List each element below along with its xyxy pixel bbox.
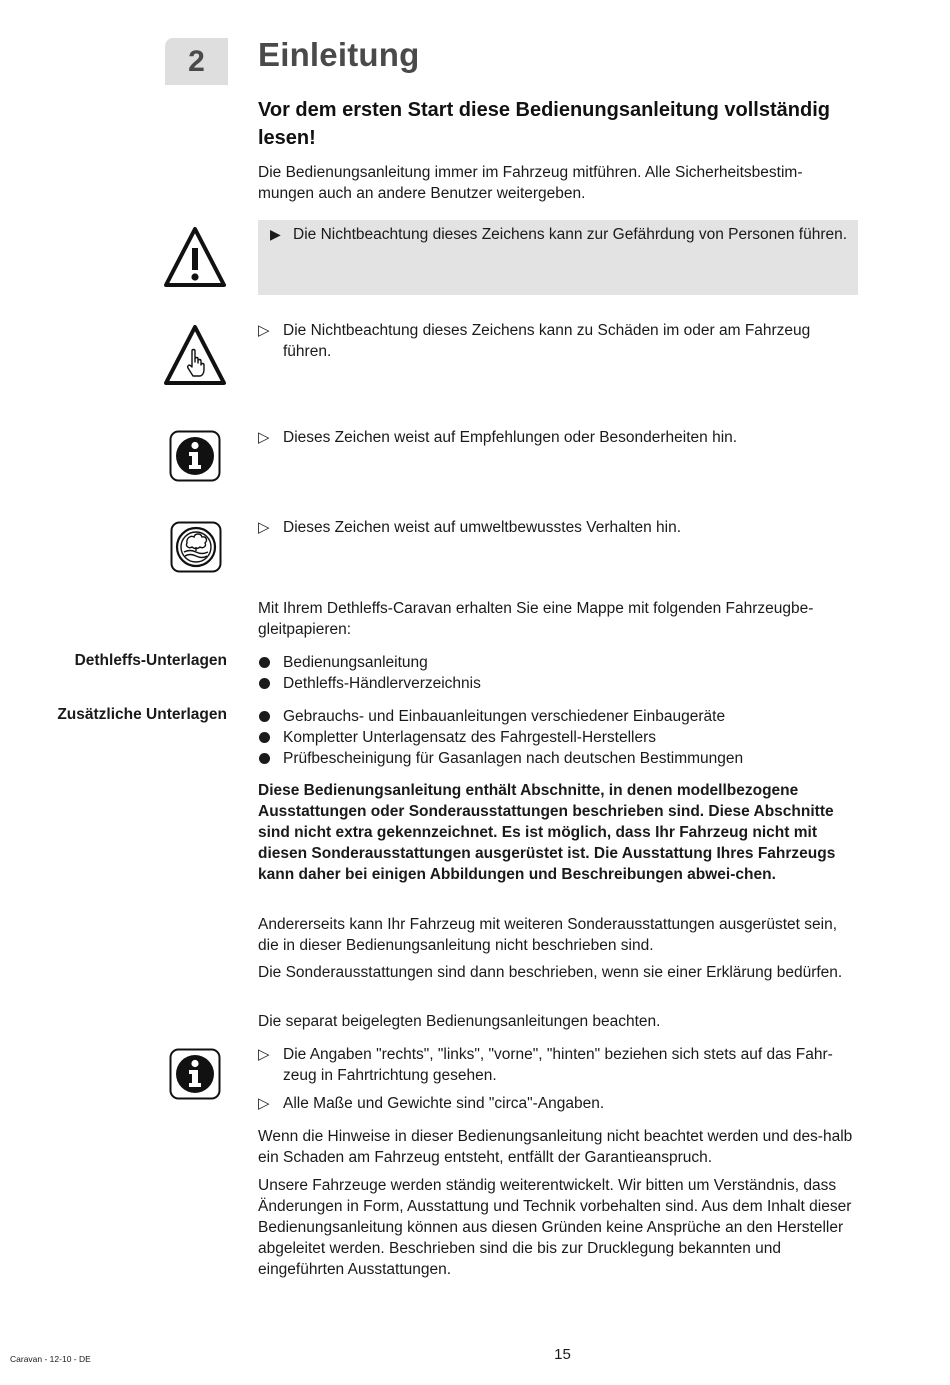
filled-arrow-icon: ▶ [270, 226, 281, 242]
list-item: Bedienungsanleitung [258, 652, 858, 673]
bullet-icon [259, 711, 270, 722]
paragraph-separate-manuals: Die separat beigelegten Bedienungsanleitungen beachten. [258, 1013, 661, 1030]
damage-warning-text: Die Nichtbeachtung dieses Zeichens kann zu Schäden im oder am Fahrzeug führen. [283, 322, 811, 360]
paragraph-special-equipment: Die Sonderausstattungen sind dann beschrieben, wenn sie einer Erklärung bedürfen. [258, 964, 843, 981]
info-icon [169, 1048, 221, 1100]
warning-hand-icon [164, 324, 226, 386]
chapter-title: Einleitung [258, 36, 420, 73]
intro-paragraph: Die Bedienungsanleitung immer im Fahrzeug mitführen. Alle Sicherheitsbestim-mungen auch an andere Benutzer weitergeben. [258, 164, 803, 202]
outline-arrow-icon: ▷ [258, 429, 270, 446]
warning-exclamation-icon [164, 226, 226, 288]
section-subtitle: Vor dem ersten Start diese Bedienungsanleitung vollständig lesen! [258, 99, 830, 149]
bullet-icon [259, 753, 270, 764]
outline-arrow-icon: ▷ [258, 519, 270, 536]
page-number [0, 1346, 950, 1363]
outline-arrow-icon: ▷ [258, 1046, 270, 1063]
list-item: Kompletter Unterlagensatz des Fahrgestell-Herstellers [258, 727, 858, 748]
danger-warning-text: Die Nichtbeachtung dieses Zeichens kann zur Gefährdung von Personen führen. [293, 226, 848, 243]
dimensions-hint-text: Alle Maße und Gewichte sind "circa"-Angaben. [283, 1095, 605, 1112]
recommendation-text: Dieses Zeichen weist auf Empfehlungen oder Besonderheiten hin. [283, 429, 738, 446]
list-item: Dethleffs-Händlerverzeichnis [258, 673, 858, 694]
outline-arrow-icon: ▷ [258, 1095, 270, 1112]
info-icon [169, 430, 221, 482]
chapter-number-text: 2 [188, 44, 205, 78]
footer-doc-code: Caravan - 12-10 - DE [10, 1354, 91, 1364]
dimensions-hint-item [258, 1093, 858, 1114]
page-number-text: 15 [554, 1346, 571, 1363]
additional-docs-label: Zusätzliche Unterlagen [57, 706, 227, 723]
bullet-icon [259, 732, 270, 743]
recommendation-item [258, 427, 858, 448]
paragraph-development: Unsere Fahrzeuge werden ständig weiterentwickelt. Wir bitten um Verständnis, dass Änderungen in Form, Ausstattung und Technik vorbehalten sind. Aus dem Inhalt dieser Bedienungsanleitung können aus diesen Gründen keine Ansprüche an den Hersteller abgeleitet werden. Beschrieben sind die bis zur Drucklegung bekannten und eingeführten Ausstattungen. [258, 1177, 852, 1278]
environment-icon [170, 521, 222, 573]
danger-warning-box [258, 220, 858, 295]
direction-hint-text: Die Angaben "rechts", "links", "vorne", "hinten" beziehen sich stets auf das Fahr-zeug in Fahrtrichtung gesehen. [283, 1046, 833, 1084]
outline-arrow-icon: ▷ [258, 322, 270, 339]
chapter-number [165, 38, 228, 85]
danger-warning-item [270, 224, 848, 245]
paragraph-warranty: Wenn die Hinweise in dieser Bedienungsanleitung nicht beachtet werden und des-halb ein Schaden am Fahrzeug entsteht, entfällt der Garantieanspruch. [258, 1128, 853, 1166]
direction-hint-item [258, 1044, 858, 1086]
bullet-icon [259, 657, 270, 668]
documents-intro: Mit Ihrem Dethleffs-Caravan erhalten Sie eine Mappe mit folgenden Fahrzeugbe-gleitpapieren: [258, 600, 814, 638]
environment-item [258, 517, 858, 538]
list-item: Prüfbescheinigung für Gasanlagen nach deutschen Bestimmungen [258, 748, 858, 769]
paragraph-other-equipment: Andererseits kann Ihr Fahrzeug mit weiteren Sonderausstattungen ausgerüstet sein, die in dieser Bedienungsanleitung nicht beschrieben sind. [258, 916, 837, 954]
environment-text: Dieses Zeichen weist auf umweltbewusstes Verhalten hin. [283, 519, 682, 536]
dethleffs-docs-label: Dethleffs-Unterlagen [74, 652, 227, 669]
list-item: Gebrauchs- und Einbauanleitungen verschiedener Einbaugeräte [258, 706, 858, 727]
damage-warning-item [258, 320, 858, 362]
bullet-icon [259, 678, 270, 689]
dethleffs-docs-list [258, 652, 858, 694]
bold-notice: Diese Bedienungsanleitung enthält Abschnitte, in denen modellbezogene Ausstattungen oder Sonderausstattungen beschrieben sind. Diese Abschnitte sind nicht extra gekennzeichnet. Es ist möglich, dass Ihr Fahrzeug nicht mit diesen Sonderausstattungen ausgerüstet ist. Die Ausstattung Ihres Fahrzeugs kann daher bei einigen Abbildungen und Beschreibungen abwei-chen. [258, 782, 836, 883]
additional-docs-list [258, 706, 858, 769]
